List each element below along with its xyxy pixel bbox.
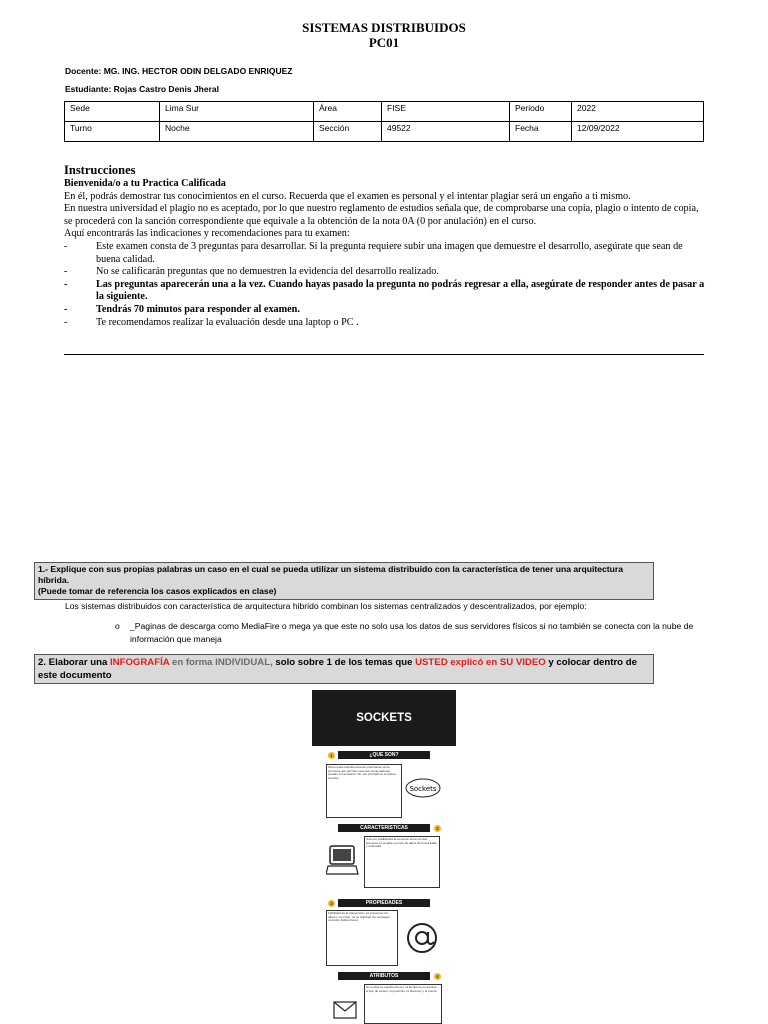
table-row xyxy=(65,102,704,122)
step-number: 4 xyxy=(434,973,441,980)
question-1-box xyxy=(34,562,654,600)
docente-line: Docente: MG. ING. HECTOR ODIN DELGADO ENRIQUEZ xyxy=(65,66,293,76)
step-number: 2 xyxy=(434,825,441,832)
list-item xyxy=(64,317,706,330)
question-1-text: 1.- Explique con sus propias palabras un caso en el cual se pueda utilizar un sistema distribuido con la característica de tener una arquitectura híbrida. xyxy=(38,564,624,585)
answer-1-bullet xyxy=(115,620,705,646)
estudiante-line: Estudiante: Rojas Castro Denis Jheral xyxy=(65,84,219,94)
table-cell: 2022 xyxy=(572,102,704,122)
infographic-text-box: Fiabilidad de la transmisión; se preservan los datos y su orden; no se duplican los mensajes; conexión bidireccional. xyxy=(326,910,398,966)
question-1-note: (Puede tomar de referencia los casos explicados en clase) xyxy=(38,586,277,596)
list-item-text: Tendrás 70 minutos para responder al examen. xyxy=(96,303,300,315)
infographic-section-label: ATRIBUTOS xyxy=(338,972,430,980)
infographic-image xyxy=(312,690,456,1024)
table-cell: Sección xyxy=(314,122,382,142)
info-table xyxy=(64,101,704,142)
table-cell: 12/09/2022 xyxy=(572,122,704,142)
list-item-text: Te recomendamos realizar la evaluación desde una laptop o PC . xyxy=(96,316,359,328)
table-cell: Turno xyxy=(65,122,160,142)
question-2-highlight: INFOGRAFÍA xyxy=(109,657,170,668)
table-cell: FISE xyxy=(382,102,510,122)
answer-1-text: Los sistemas distribuidos con característica de arquitectura hibrido combinan los sistemas centralizados y descentralizados, por ejemplo: xyxy=(65,601,587,611)
list-item xyxy=(64,279,706,304)
answer-1-bullet-text: _Paginas de descarga como MediaFire o mega ya que este no solo usa los datos de sus servidores físicos si no también se conecta con la nube de información que maneja xyxy=(130,621,694,644)
dash-marker: - xyxy=(64,240,68,252)
paragraph: En nuestra universidad el plagio no es aceptado, por lo que nuestro reglamento de estudios señala que, de comprobarse una copia, plagio o intento de copia, se procederá con la sanción correspondiente que equivale a la obtención de la nota 0A (0 por anulación) en el curso. xyxy=(64,203,699,227)
infographic-text-box: Un socket se caracteriza por: la familia de protocolos, el tipo de socket, el protocolo, la dirección y el puerto. xyxy=(364,984,442,1024)
instructions-section xyxy=(64,163,706,329)
sockets-badge-text: Sockets xyxy=(409,785,437,793)
horizontal-divider xyxy=(64,354,704,355)
dash-marker: - xyxy=(64,266,68,278)
table-cell: Noche xyxy=(160,122,314,142)
step-number: 1 xyxy=(328,752,335,759)
question-2-part: en forma INDIVIDUAL, xyxy=(169,657,273,668)
infographic-text-box: Sirven para transferencia de información entre procesos que permiten que dos computadoras puedan comunicarse. Su uso principal es el cliente-servidor. xyxy=(326,764,402,818)
list-item xyxy=(64,241,706,266)
dash-marker: - xyxy=(64,303,68,315)
table-row xyxy=(65,122,704,142)
at-sign-icon xyxy=(404,918,440,958)
question-2-part: y colocar dentro de este documento xyxy=(38,657,637,681)
list-item-text: Las preguntas aparecerán una a la vez. Cuando hayas pasado la pregunta no podrás regresar a ella, asegúrate de responder antes de pasar a la siguiente. xyxy=(96,278,705,303)
infographic-text-box: Una vez establecida la conexión entre los dos procesos es posible el envío de datos de forma fiable y ordenada. xyxy=(364,836,440,888)
dash-marker: - xyxy=(64,278,68,290)
welcome-line: Bienvenida/o a tu Practica Calificada xyxy=(64,178,226,189)
envelope-icon xyxy=(330,994,360,1024)
question-2-box xyxy=(34,654,654,684)
list-item-text: No se calificarán preguntas que no demuestren la evidencia del desarrollo realizado. xyxy=(96,266,439,278)
bullet-marker: o xyxy=(115,621,120,631)
table-cell: Lima Sur xyxy=(160,102,314,122)
infographic-section-label: ¿QUE SON? xyxy=(338,751,430,759)
question-2-part: 2. Elaborar una xyxy=(38,657,110,668)
infographic-section-label: CARACTERISTICAS xyxy=(338,824,430,832)
paragraph: En él, podrás demostrar tus conocimientos en el curso. Recuerda que el examen es personal y el intentar plagiar será un engaño a ti mismo. xyxy=(64,190,631,202)
question-2-part: solo sobre 1 de los temas que xyxy=(272,657,416,668)
dash-marker: - xyxy=(64,316,68,328)
table-cell: Área xyxy=(314,102,382,122)
table-cell: Periodo xyxy=(510,102,572,122)
instructions-heading: Instrucciones xyxy=(64,163,136,177)
list-item xyxy=(64,304,706,317)
list-item xyxy=(64,266,706,279)
table-cell: Sede xyxy=(65,102,160,122)
laptop-icon xyxy=(326,840,360,880)
table-cell: Fecha xyxy=(510,122,572,142)
list-item-text: Este examen consta de 3 preguntas para desarrollar. Si la pregunta requiere subir una imagen que demuestre el desarrollo, asegúrate que sean de buena calidad. xyxy=(96,240,683,265)
sockets-bubble-icon xyxy=(404,776,442,800)
paragraph: Aquí encontrarás las indicaciones y recomendaciones para tu examen: xyxy=(64,228,350,240)
document-code: PC01 xyxy=(368,35,400,50)
step-number: 3 xyxy=(328,900,335,907)
infographic-section-label: PROPIEDADES xyxy=(338,899,430,907)
question-2-highlight: USTED explicó en SU VIDEO xyxy=(415,657,546,668)
table-cell: 49522 xyxy=(382,122,510,142)
infographic-title: SOCKETS xyxy=(312,690,456,746)
document-title: SISTEMAS DISTRIBUIDOS xyxy=(302,20,466,35)
